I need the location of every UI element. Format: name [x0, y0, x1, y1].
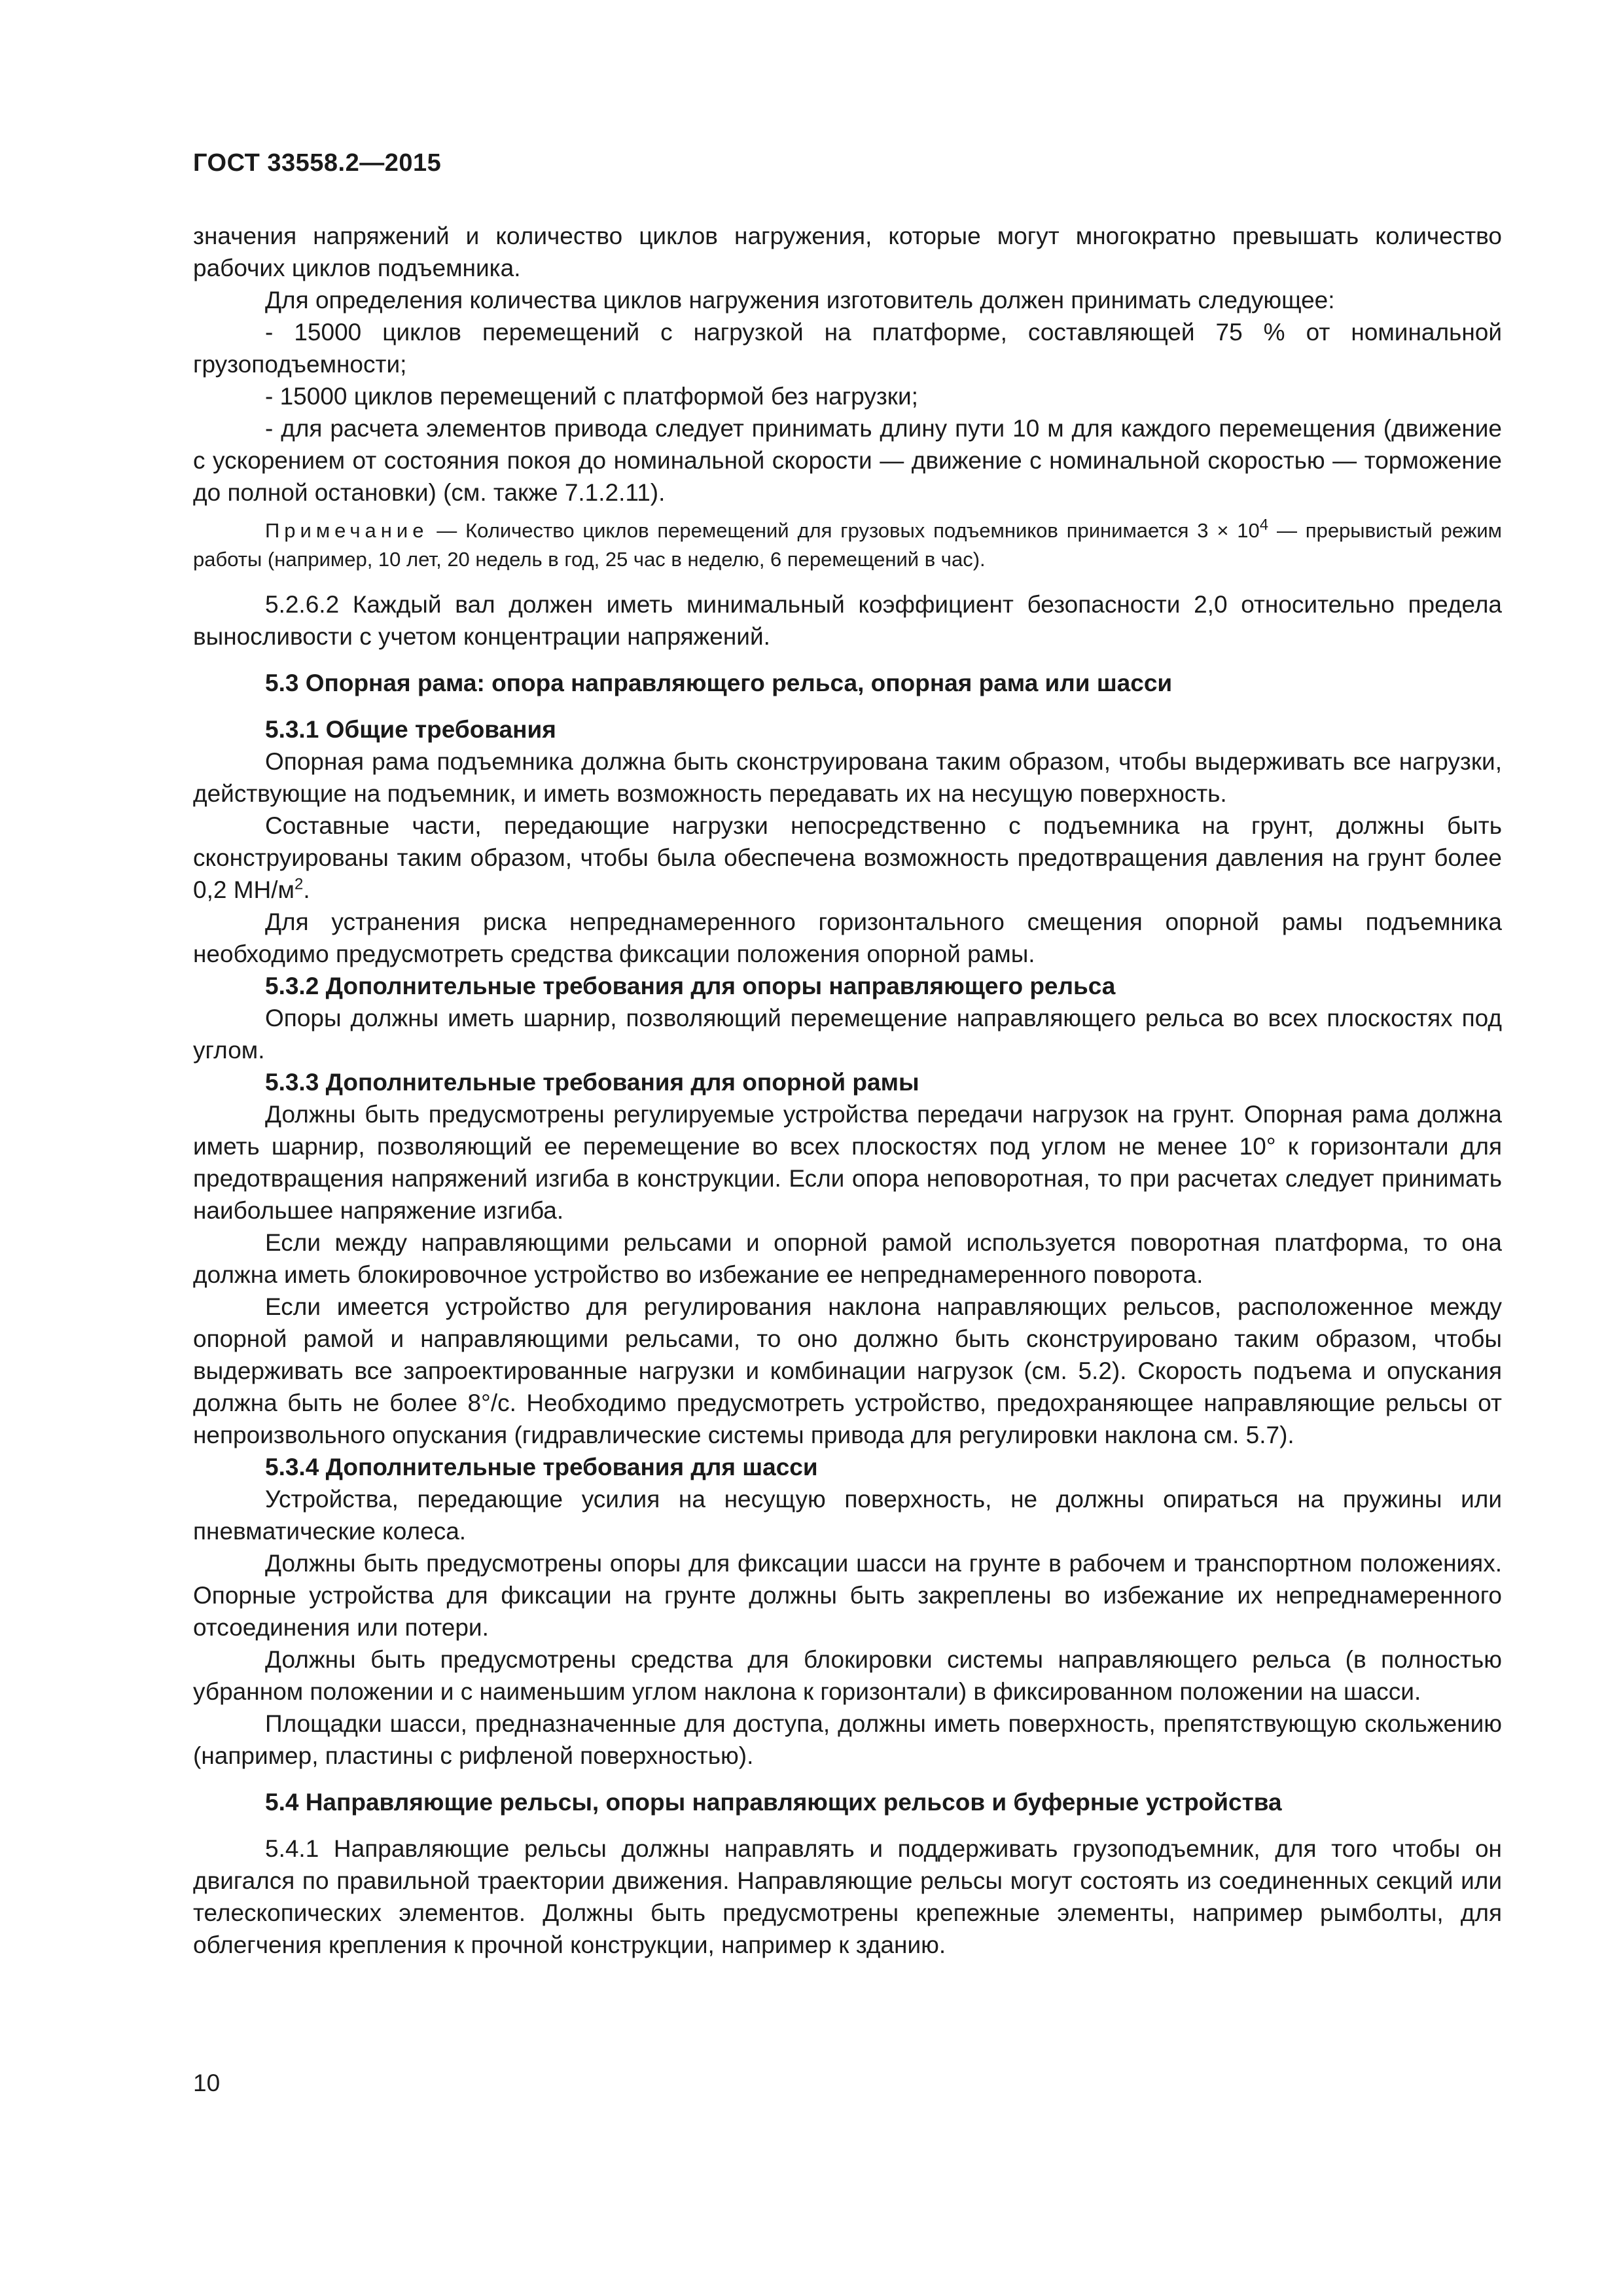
- unit-exponent: 2: [294, 875, 304, 893]
- paragraph: 5.4.1 Направляющие рельсы должны направлять и поддерживать грузоподъемник, для того чтобы он двигался по правильной траектории движения. Направляющие рельсы могут состоять из соединенных секций или телескопических элементов. Должны быть предусмотрены крепежные элементы, например рымболты, для облегчения крепления к прочной конструкции, например к зданию.: [193, 1835, 1502, 1958]
- paragraph: Опоры должны иметь шарнир, позволяющий перемещение направляющего рельса во всех плоскостях под углом.: [193, 1005, 1502, 1064]
- note-label: Примечание: [265, 519, 429, 542]
- paragraph: [193, 810, 1502, 906]
- list-item: - 15000 циклов перемещений с платформой без нагрузки;: [265, 383, 918, 410]
- paragraph-text: Составные части, передающие нагрузки непосредственно с подъемника на грунт, должны быть сконструированы таким образом, чтобы была обеспечена возможность предотвращения давления на грунт более 0,2 МН/м: [193, 812, 1502, 903]
- paragraph: Для определения количества циклов нагружения изготовитель должен принимать следующее:: [265, 287, 1335, 314]
- paragraph: Если имеется устройство для регулирования наклона направляющих рельсов, расположенное между опорной рамой и направляющими рельсами, то оно должно быть сконструировано таким образом, чтобы выдерживать все запроектированные нагрузки и комбинации нагрузок (см. 5.2). Скорость подъема и опускания должна быть не более 8°/с. Необходимо предусмотреть устройство, предохраняющее направляющие рельсы от непроизвольного опускания (гидравлические системы привода для регулировки наклона см. 5.7).: [193, 1293, 1502, 1448]
- paragraph: Если между направляющими рельсами и опорной рамой используется поворотная платформа, то она должна иметь блокировочное устройство во избежание ее непреднамеренного поворота.: [193, 1229, 1502, 1288]
- document-header: ГОСТ 33558.2—2015: [193, 149, 442, 177]
- section-heading: 5.3 Опорная рама: опора направляющего рельса, опорная рама или шасси: [265, 670, 1173, 696]
- paragraph: Площадки шасси, предназначенные для доступа, должны иметь поверхность, препятствующую скольжению (например, пластины с рифленой поверхностью).: [193, 1710, 1502, 1769]
- subsection-heading: 5.3.3 Дополнительные требования для опорной рамы: [265, 1069, 919, 1096]
- subsection-heading: 5.3.4 Дополнительные требования для шасси: [265, 1454, 818, 1480]
- document-body: [193, 220, 1502, 1961]
- subsection-heading: 5.3.1 Общие требования: [265, 716, 556, 743]
- paragraph: Должны быть предусмотрены средства для блокировки системы направляющего рельса (в полностью убранном положении и с наименьшим углом наклона к горизонтали) в фиксированном положении на шасси.: [193, 1646, 1502, 1705]
- note: [193, 516, 1502, 574]
- page-number: 10: [193, 2070, 221, 2096]
- subsection-heading: 5.3.2 Дополнительные требования для опоры направляющего рельса: [265, 973, 1116, 999]
- list-item: - 15000 циклов перемещений с нагрузкой на платформе, составляющей 75 % от номинальной грузоподъемности;: [193, 319, 1502, 378]
- paragraph: 5.2.6.2 Каждый вал должен иметь минимальный коэффициент безопасности 2,0 относительно предела выносливости с учетом концентрации напряжений.: [193, 591, 1502, 650]
- paragraph: Опорная рама подъемника должна быть сконструирована таким образом, чтобы выдерживать все нагрузки, действующие на подъемник, и иметь возможность передавать их на несущую поверхность.: [193, 748, 1502, 807]
- list-item: - для расчета элементов привода следует принимать длину пути 10 м для каждого перемещения (движение с ускорением от состояния покоя до номинальной скорости — движение с номинальной скоростью — торможение до полной остановки) (см. также 7.1.2.11).: [193, 415, 1502, 506]
- paragraph-text: .: [303, 876, 310, 903]
- paragraph: Должны быть предусмотрены опоры для фиксации шасси на грунте в рабочем и транспортном положениях. Опорные устройства для фиксации на грунте должны быть закреплены во избежание их непреднамеренного отсоединения или потери.: [193, 1550, 1502, 1641]
- note-exponent: 4: [1259, 516, 1269, 534]
- note-text: — прерывистый режим работы (например, 10 лет, 20 недель в год, 25 час в неделю, 6 перемещений в час).: [193, 519, 1502, 571]
- paragraph: Для устранения риска непреднамеренного горизонтального смещения опорной рамы подъемника необходимо предусмотреть средства фиксации положения опорной рамы.: [193, 908, 1502, 967]
- paragraph: Устройства, передающие усилия на несущую поверхность, не должны опираться на пружины или пневматические колеса.: [193, 1486, 1502, 1545]
- paragraph: Должны быть предусмотрены регулируемые устройства передачи нагрузок на грунт. Опорная рама должна иметь шарнир, позволяющий ее перемещение во всех плоскостях под углом не менее 10° к горизонтали для предотвращения напряжений изгиба в конструкции. Если опора неповоротная, то при расчетах следует принимать наибольшее напряжение изгиба.: [193, 1101, 1502, 1224]
- section-heading: 5.4 Направляющие рельсы, опоры направляющих рельсов и буферные устройства: [265, 1789, 1282, 1816]
- note-text: — Количество циклов перемещений для грузовых подъемников принимается 3 × 10: [428, 519, 1260, 542]
- paragraph: значения напряжений и количество циклов нагружения, которые могут многократно превышать количество рабочих циклов подъемника.: [193, 223, 1502, 281]
